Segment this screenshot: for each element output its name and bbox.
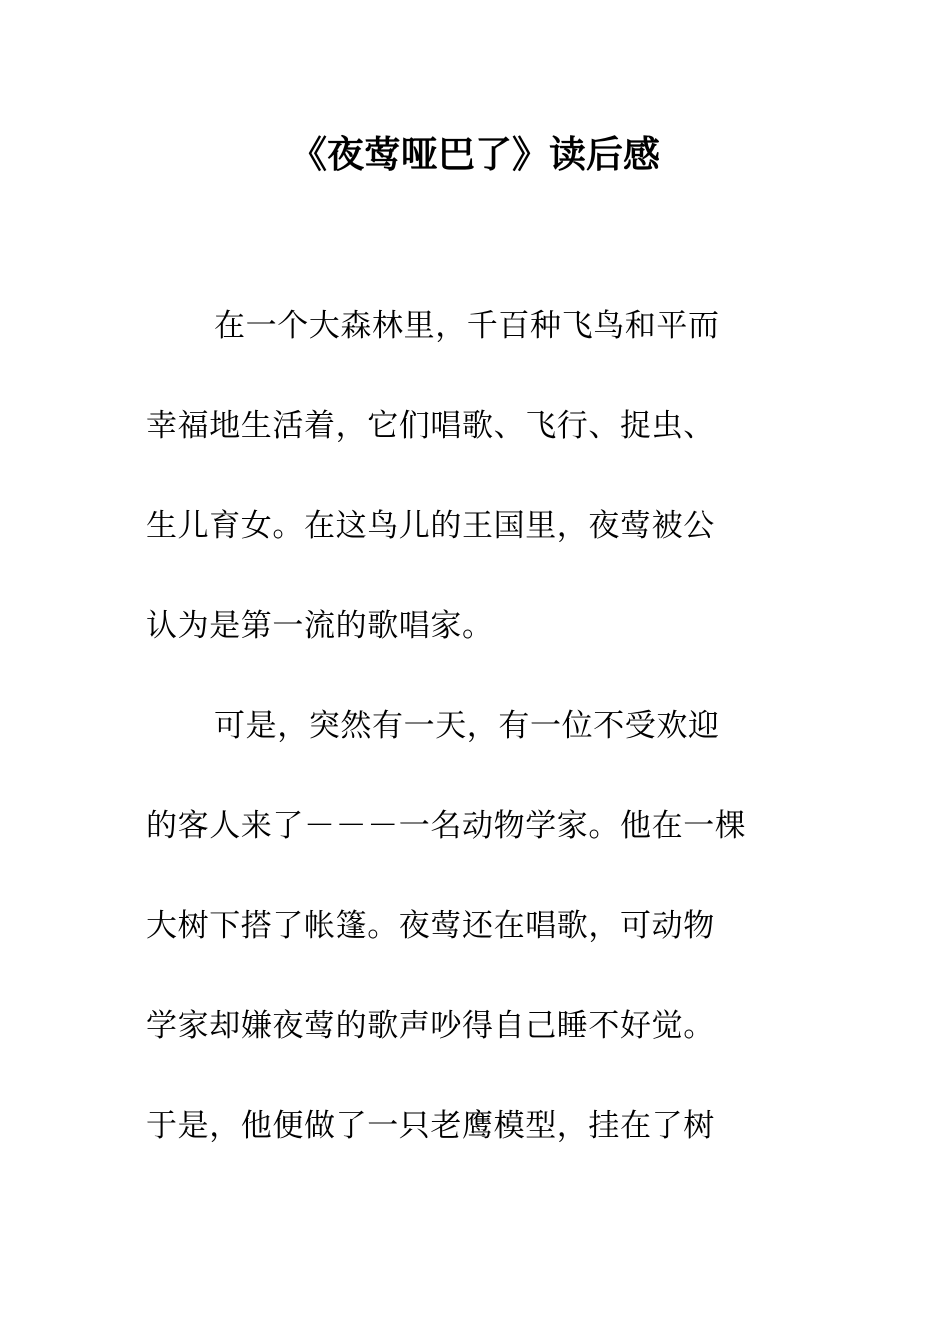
- paragraph-2-line-5: 于是，他便做了一只老鹰模型，挂在了树: [146, 1108, 715, 1144]
- paragraph-2-line-1: 可是，突然有一天，有一位不受欢迎: [214, 708, 720, 744]
- paragraph-2-line-3: 大树下搭了帐篷。夜莺还在唱歌，可动物: [146, 908, 715, 944]
- document-title: 《夜莺哑巴了》读后感: [290, 132, 660, 176]
- paragraph-2-line-4: 学家却嫌夜莺的歌声吵得自己睡不好觉。: [146, 1008, 715, 1044]
- paragraph-2-line-2: 的客人来了－－－一名动物学家。他在一棵: [146, 808, 747, 844]
- paragraph-1-line-1: 在一个大森林里，千百种飞鸟和平而: [214, 308, 720, 344]
- paragraph-1-line-3: 生儿育女。在这鸟儿的王国里，夜莺被公: [146, 508, 715, 544]
- document-body: [146, 300, 786, 1200]
- paragraph-1-line-4: 认为是第一流的歌唱家。: [146, 608, 494, 644]
- paragraph-1-line-2: 幸福地生活着，它们唱歌、飞行、捉虫、: [146, 408, 715, 444]
